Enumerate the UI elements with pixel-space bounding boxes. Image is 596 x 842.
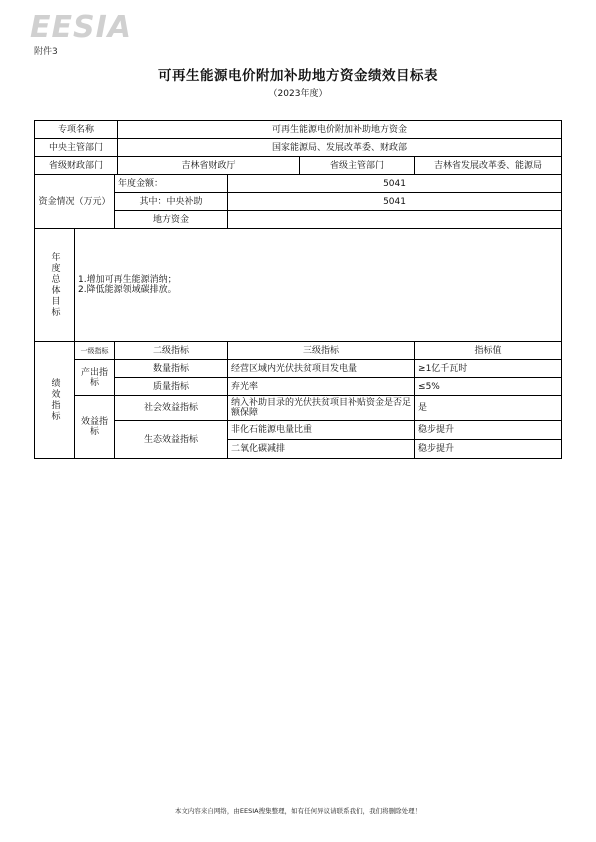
funds-local-row — [35, 211, 562, 229]
benefit-indicator-label: 效益指标 — [75, 396, 115, 459]
output-indicator-label: 产出指标 — [75, 360, 115, 396]
prov-admin-label: 省级主管部门 — [300, 157, 415, 175]
central-dept-label: 中央主管部门 — [35, 139, 118, 157]
provincial-dept-row — [35, 157, 562, 175]
header-level1: 一级指标 — [75, 342, 115, 360]
annual-amount-value: 5041 — [228, 175, 562, 193]
annual-goal-content — [75, 229, 562, 342]
indicator-row — [35, 360, 562, 378]
performance-label-text: 绩效指标 — [49, 378, 60, 422]
project-row — [35, 121, 562, 139]
central-subsidy-label: 其中：中央补助 — [115, 193, 228, 211]
document-year: （2023年度） — [268, 89, 328, 99]
indicator-value: 稳步提升 — [415, 421, 562, 440]
funds-central-row — [35, 193, 562, 211]
indicator-l3: 非化石能源电量比重 — [228, 421, 415, 440]
funds-label-text: 资金情况（万元） — [38, 196, 111, 207]
prov-admin-value: 吉林省发展改革委、能源局 — [415, 157, 562, 175]
indicator-header-row — [35, 342, 562, 360]
prov-finance-value: 吉林省财政厅 — [118, 157, 300, 175]
annual-goal-label — [35, 229, 75, 342]
header-level3: 三级指标 — [228, 342, 415, 360]
project-label: 专项名称 — [35, 121, 118, 139]
indicator-value: 稳步提升 — [415, 440, 562, 459]
indicator-l2: 质量指标 — [115, 378, 228, 396]
attachment-label: 附件3 — [34, 47, 58, 57]
performance-goal-table — [34, 120, 562, 459]
funds-annual-row — [35, 175, 562, 193]
indicator-l3: 经营区域内光伏扶贫项目发电量 — [228, 360, 415, 378]
header-value: 指标值 — [415, 342, 562, 360]
indicator-l2: 生态效益指标 — [115, 421, 228, 459]
funds-label — [35, 175, 115, 229]
project-value: 可再生能源电价附加补助地方资金 — [118, 121, 562, 139]
indicator-value: ≤5% — [415, 378, 562, 396]
annual-amount-label: 年度金额： — [115, 175, 228, 193]
indicator-l2: 数量指标 — [115, 360, 228, 378]
indicator-value: 是 — [415, 396, 562, 421]
eesia-logo: EESIA — [30, 10, 132, 45]
indicator-l3: 二氧化碳减排 — [228, 440, 415, 459]
goal-line-2: 2.降低能源领域碳排放。 — [78, 285, 177, 295]
indicator-l3: 弃光率 — [228, 378, 415, 396]
goal-line-1: 1.增加可再生能源消纳； — [78, 275, 177, 285]
indicator-row — [35, 421, 562, 440]
indicator-row — [35, 396, 562, 421]
performance-label — [35, 342, 75, 459]
document-title: 可再生能源电价附加补助地方资金绩效目标表 — [158, 68, 438, 84]
annual-goal-row — [35, 229, 562, 342]
local-funds-value — [228, 211, 562, 229]
indicator-row — [35, 378, 562, 396]
header-level2: 二级指标 — [115, 342, 228, 360]
central-dept-row — [35, 139, 562, 157]
indicator-l2: 社会效益指标 — [115, 396, 228, 421]
central-dept-value: 国家能源局、发展改革委、财政部 — [118, 139, 562, 157]
indicator-l3: 纳入补助目录的光伏扶贫项目补贴资金是否足额保障 — [228, 396, 415, 421]
prov-finance-label: 省级财政部门 — [35, 157, 118, 175]
local-funds-label: 地方资金 — [115, 211, 228, 229]
indicator-value: ≥1亿千瓦时 — [415, 360, 562, 378]
footer-disclaimer: 本文内容来自网络，由EESIA搜集整理，如有任何异议请联系我们，我们将删除处理！ — [174, 807, 422, 815]
annual-goal-label-text: 年度总体目标 — [49, 252, 60, 318]
central-subsidy-value: 5041 — [228, 193, 562, 211]
